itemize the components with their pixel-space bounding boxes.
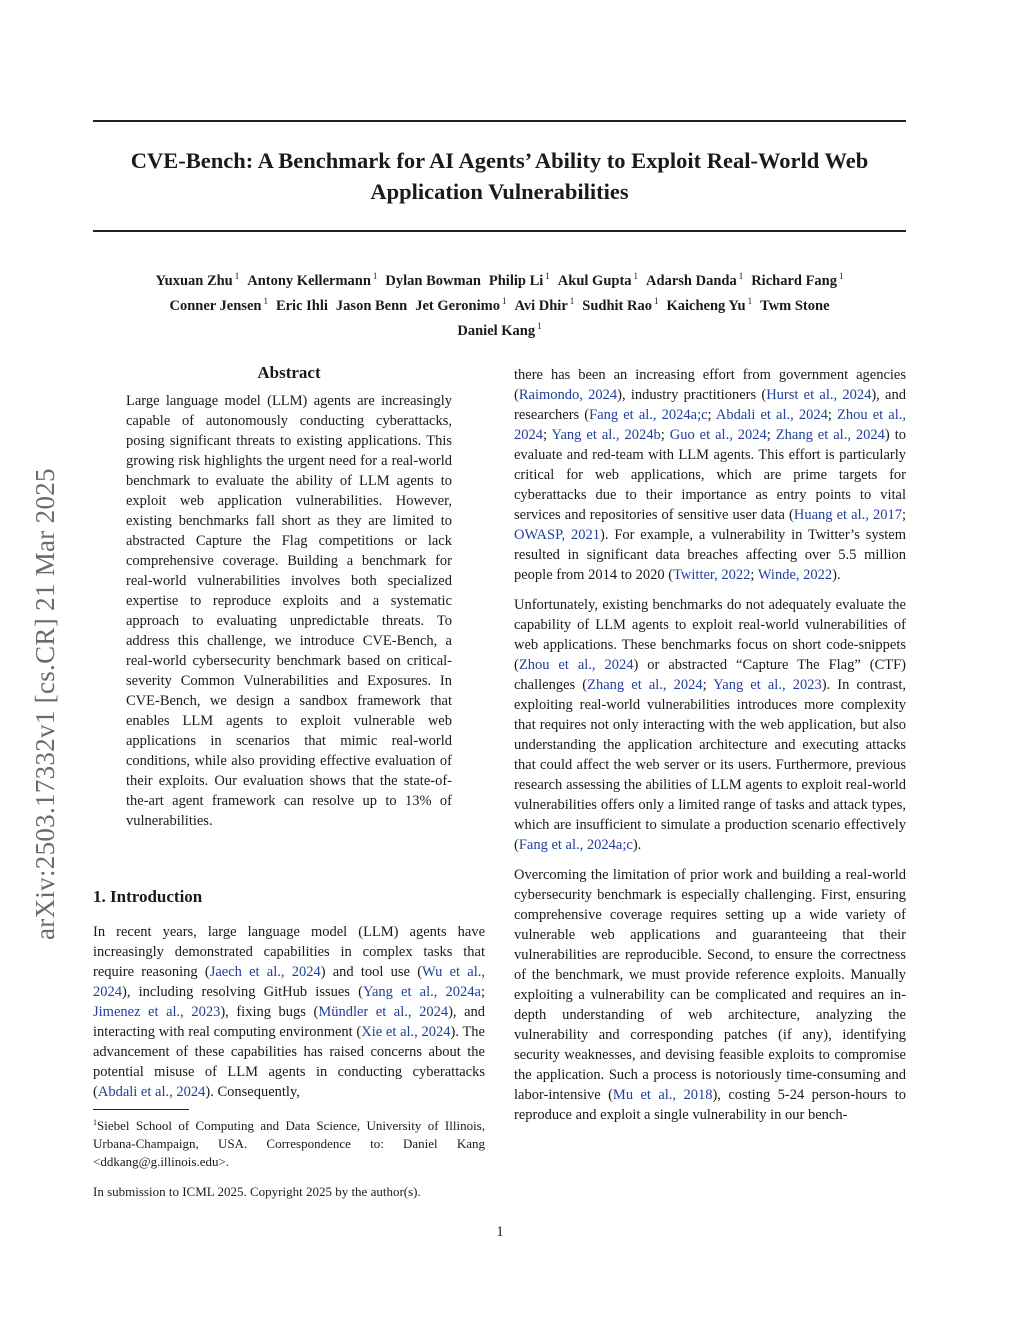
right-paragraph-3: Overcoming the limitation of prior work and building a real-world cybersecurity benchmark is especially challenging. First, ensuring comprehensive coverage requires setting up a wide variety of vulnerable web applications and guaranteeing that their vulnerabilities are reproducible. Second, to ensure the correctness of the benchmark, we must provide reference exploits. Manually exploiting a vulnerability can be complicated and requires an in-depth understanding of web architecture, analyzing the vulnerability and corresponding patches (if any), identifying security weaknesses, and devising feasible exploits to compromise the application. Such a process is notoriously time-consuming and labor-intensive (Mu et al., 2018), costing 5-24 person-hours to reproduce and exploit a single vulnerability in our bench- (514, 867, 906, 1123)
abstract-heading: Abstract (257, 363, 321, 382)
section-heading-introduction: 1. Introduction (93, 887, 203, 906)
abstract-text: Large language model (LLM) agents are increasingly capable of autonomously conducting cyberattacks, posing significant threats to existing applications. This growing risk highlights the urgent need for a real-world benchmark to evaluate the ability of LLM agents to exploit web application vulnerabilities. However, existing benchmarks fall short as they are limited to abstracted Capture the Flag competitions or lack comprehensive coverage. Building a benchmark for real-world vulnerabilities involves both specialized expertise to reproduce exploits and a systematic approach to evaluating unpredictable threats. To address this challenge, we introduce CVE-Bench, a real-world cybersecurity benchmark based on critical-severity Common Vulnerabilities and Exposures. In CVE-Bench, we design a sandbox framework that enables LLM agents to exploit vulnerable web applications in scenarios that mimic real-world conditions, while also providing effective evaluation of their exploits. Our evaluation shows that the state-of-the-art agent framework can resolve up to 13% of vulnerabilities. (126, 393, 452, 829)
affiliation-footnote (93, 1114, 485, 1171)
author-name: Antony Kellermann $^1$ (247, 271, 378, 289)
author-name: Richard Fang $^1$ (751, 271, 844, 289)
citation-link[interactable]: Twitter, 2022 (673, 567, 751, 583)
author-name: Daniel Kang $^1$ (457, 321, 542, 339)
citation-link[interactable]: Fang et al., 2024a;c (589, 407, 708, 423)
citation-link[interactable]: OWASP, 2021 (514, 527, 601, 543)
citation-link[interactable]: Abdali et al., 2024 (97, 1084, 206, 1100)
author-line-1 (93, 266, 906, 291)
author-name: Philip Li $^1$ (488, 271, 550, 289)
citation-link[interactable]: Wu et al., 2024 (93, 964, 485, 1000)
author-line-2 (93, 291, 906, 316)
author-name: Jet Geronimo $^1$ (415, 296, 507, 314)
submission-note: In submission to ICML 2025. Copyright 2025 by the author(s). (93, 1184, 421, 1199)
author-name: Sudhit Rao $^1$ (582, 296, 659, 314)
citation-link[interactable]: Mu et al., 2018 (612, 1087, 713, 1103)
author-affiliation-mark: 1 (372, 271, 378, 281)
author-affiliation-mark: 1 (263, 296, 268, 306)
footnote-text: Siebel School of Computing and Data Science, University of Illinois, Urbana-Champaign, USA. Correspondence to: Daniel Kang <ddkang@g.illinois.edu>. (93, 1118, 485, 1169)
author-name: Eric Ihli (275, 298, 328, 314)
right-paragraph-2: Unfortunately, existing benchmarks do not adequately evaluate the capability of LLM agents to exploit real-world vulnerabilities of web applications. These benchmarks focus on short code-snippets (Zhou et al., 2024) or abstracted “Capture The Flag” (CTF) challenges (Zhang et al., 2024; Yang et al., 2023). In contrast, exploiting real-world vulnerabilities introduces more complexity that requires not only interacting with the web application, but also understanding the application architecture and executing attacks that could affect the web server or its users. Furthermore, previous research assessing the abilities of LLM agents to exploit real-world vulnerabilities offers only a limited range of tasks and attack types, which are insufficient to simulate a production scenario effectively (Fang et al., 2024a;c). (514, 597, 906, 853)
citation-link[interactable]: Hurst et al., 2024 (766, 387, 872, 403)
author-affiliation-mark: 1 (747, 296, 753, 306)
right-column (514, 365, 906, 1135)
citation-link[interactable]: Winde, 2022 (757, 567, 833, 583)
citation-link[interactable]: Raimondo, 2024 (518, 387, 618, 403)
citation-link[interactable]: Jimenez et al., 2023 (93, 1004, 221, 1020)
citation-link[interactable]: Yang et al., 2023 (713, 677, 822, 693)
arxiv-identifier: arXiv:2503.17332v1 [cs.CR] 21 Mar 2025 (30, 468, 60, 940)
author-affiliation-mark: 1 (839, 271, 844, 281)
author-name: Akul Gupta $^1$ (557, 271, 639, 289)
page-number: 1 (496, 1224, 504, 1240)
title-line-1: CVE-Bench: A Benchmark for AI Agents’ Ability to Exploit Real-World Web (130, 148, 869, 173)
author-affiliation-mark: 1 (545, 271, 550, 281)
citation-link[interactable]: Zhang et al., 2024 (775, 427, 885, 443)
right-paragraph-1: there has been an increasing effort from government agencies (Raimondo, 2024), industry practitioners (Hurst et al., 2024), and researchers (Fang et al., 2024a;c; Abdali et al., 2024; Zhou et al., 2024; Yang et al., 2024b; Guo et al., 2024; Zhang et al., 2024) to evaluate and red-team with LLM agents. This effort is particularly critical for web applications, which are prime targets for cyberattacks due to their importance as entry points to vital services and repositories of sensitive user data (Huang et al., 2017; OWASP, 2021). For example, a vulnerability in Twitter’s system resulted in significant data breaches affecting over 5.5 million people from 2014 to 2020 (Twitter, 2022; Winde, 2022). (514, 367, 906, 583)
author-list (93, 266, 906, 341)
citation-link[interactable]: Zhang et al., 2024 (587, 677, 703, 693)
author-affiliation-mark: 1 (537, 321, 542, 331)
author-name: Adarsh Danda $^1$ (646, 271, 744, 289)
title-bottom-rule (93, 230, 906, 232)
citation-link[interactable]: Jaech et al., 2024 (209, 964, 321, 980)
citation-link[interactable]: Huang et al., 2017 (793, 507, 902, 523)
author-name: Dylan Bowman (385, 273, 481, 289)
author-affiliation-mark: 1 (234, 271, 240, 281)
author-affiliation-mark: 1 (738, 271, 744, 281)
citation-link[interactable]: Mündler et al., 2024 (318, 1004, 449, 1020)
author-affiliation-mark: 1 (569, 296, 575, 306)
author-line-3 (93, 316, 906, 341)
top-rule (93, 120, 906, 122)
footnote-mark: 1 (93, 1118, 97, 1127)
citation-link[interactable]: Xie et al., 2024 (361, 1024, 451, 1040)
citation-link[interactable]: Zhou et al., 2024 (518, 657, 634, 673)
author-name: Conner Jensen $^1$ (169, 296, 268, 314)
citation-link[interactable]: Guo et al., 2024 (669, 427, 767, 443)
author-affiliation-mark: 1 (633, 271, 639, 281)
title-line-2: Application Vulnerabilities (370, 179, 629, 204)
citation-link[interactable]: Abdali et al., 2024 (715, 407, 828, 423)
footnote-rule (93, 1109, 189, 1110)
author-affiliation-mark: 1 (653, 296, 659, 306)
author-name: Yuxuan Zhu $^1$ (155, 271, 240, 289)
author-name: Jason Benn (335, 298, 408, 314)
paper-title (93, 145, 906, 207)
author-name: Kaicheng Yu $^1$ (666, 296, 753, 314)
citation-link[interactable]: Yang et al., 2024a (362, 984, 481, 1000)
citation-link[interactable]: Zhou et al., 2024 (514, 407, 906, 443)
intro-paragraph-1: In recent years, large language model (LLM) agents have increasingly demonstrated capabilities in complex tasks that require reasoning (Jaech et al., 2024) and tool use (Wu et al., 2024), including resolving GitHub issues (Yang et al., 2024a; Jimenez et al., 2023), fixing bugs (Mündler et al., 2024), and interacting with real computing environment (Xie et al., 2024). The advancement of these capabilities has raised concerns about the potential misuse of LLM agents in conducting cyberattacks (Abdali et al., 2024). Consequently, (93, 924, 486, 1100)
author-name: Avi Dhir $^1$ (514, 296, 575, 314)
citation-link[interactable]: Yang et al., 2024b (551, 427, 661, 443)
author-name: Twm Stone (760, 298, 830, 314)
citation-link[interactable]: Fang et al., 2024a;c (518, 837, 633, 853)
author-affiliation-mark: 1 (501, 296, 507, 306)
